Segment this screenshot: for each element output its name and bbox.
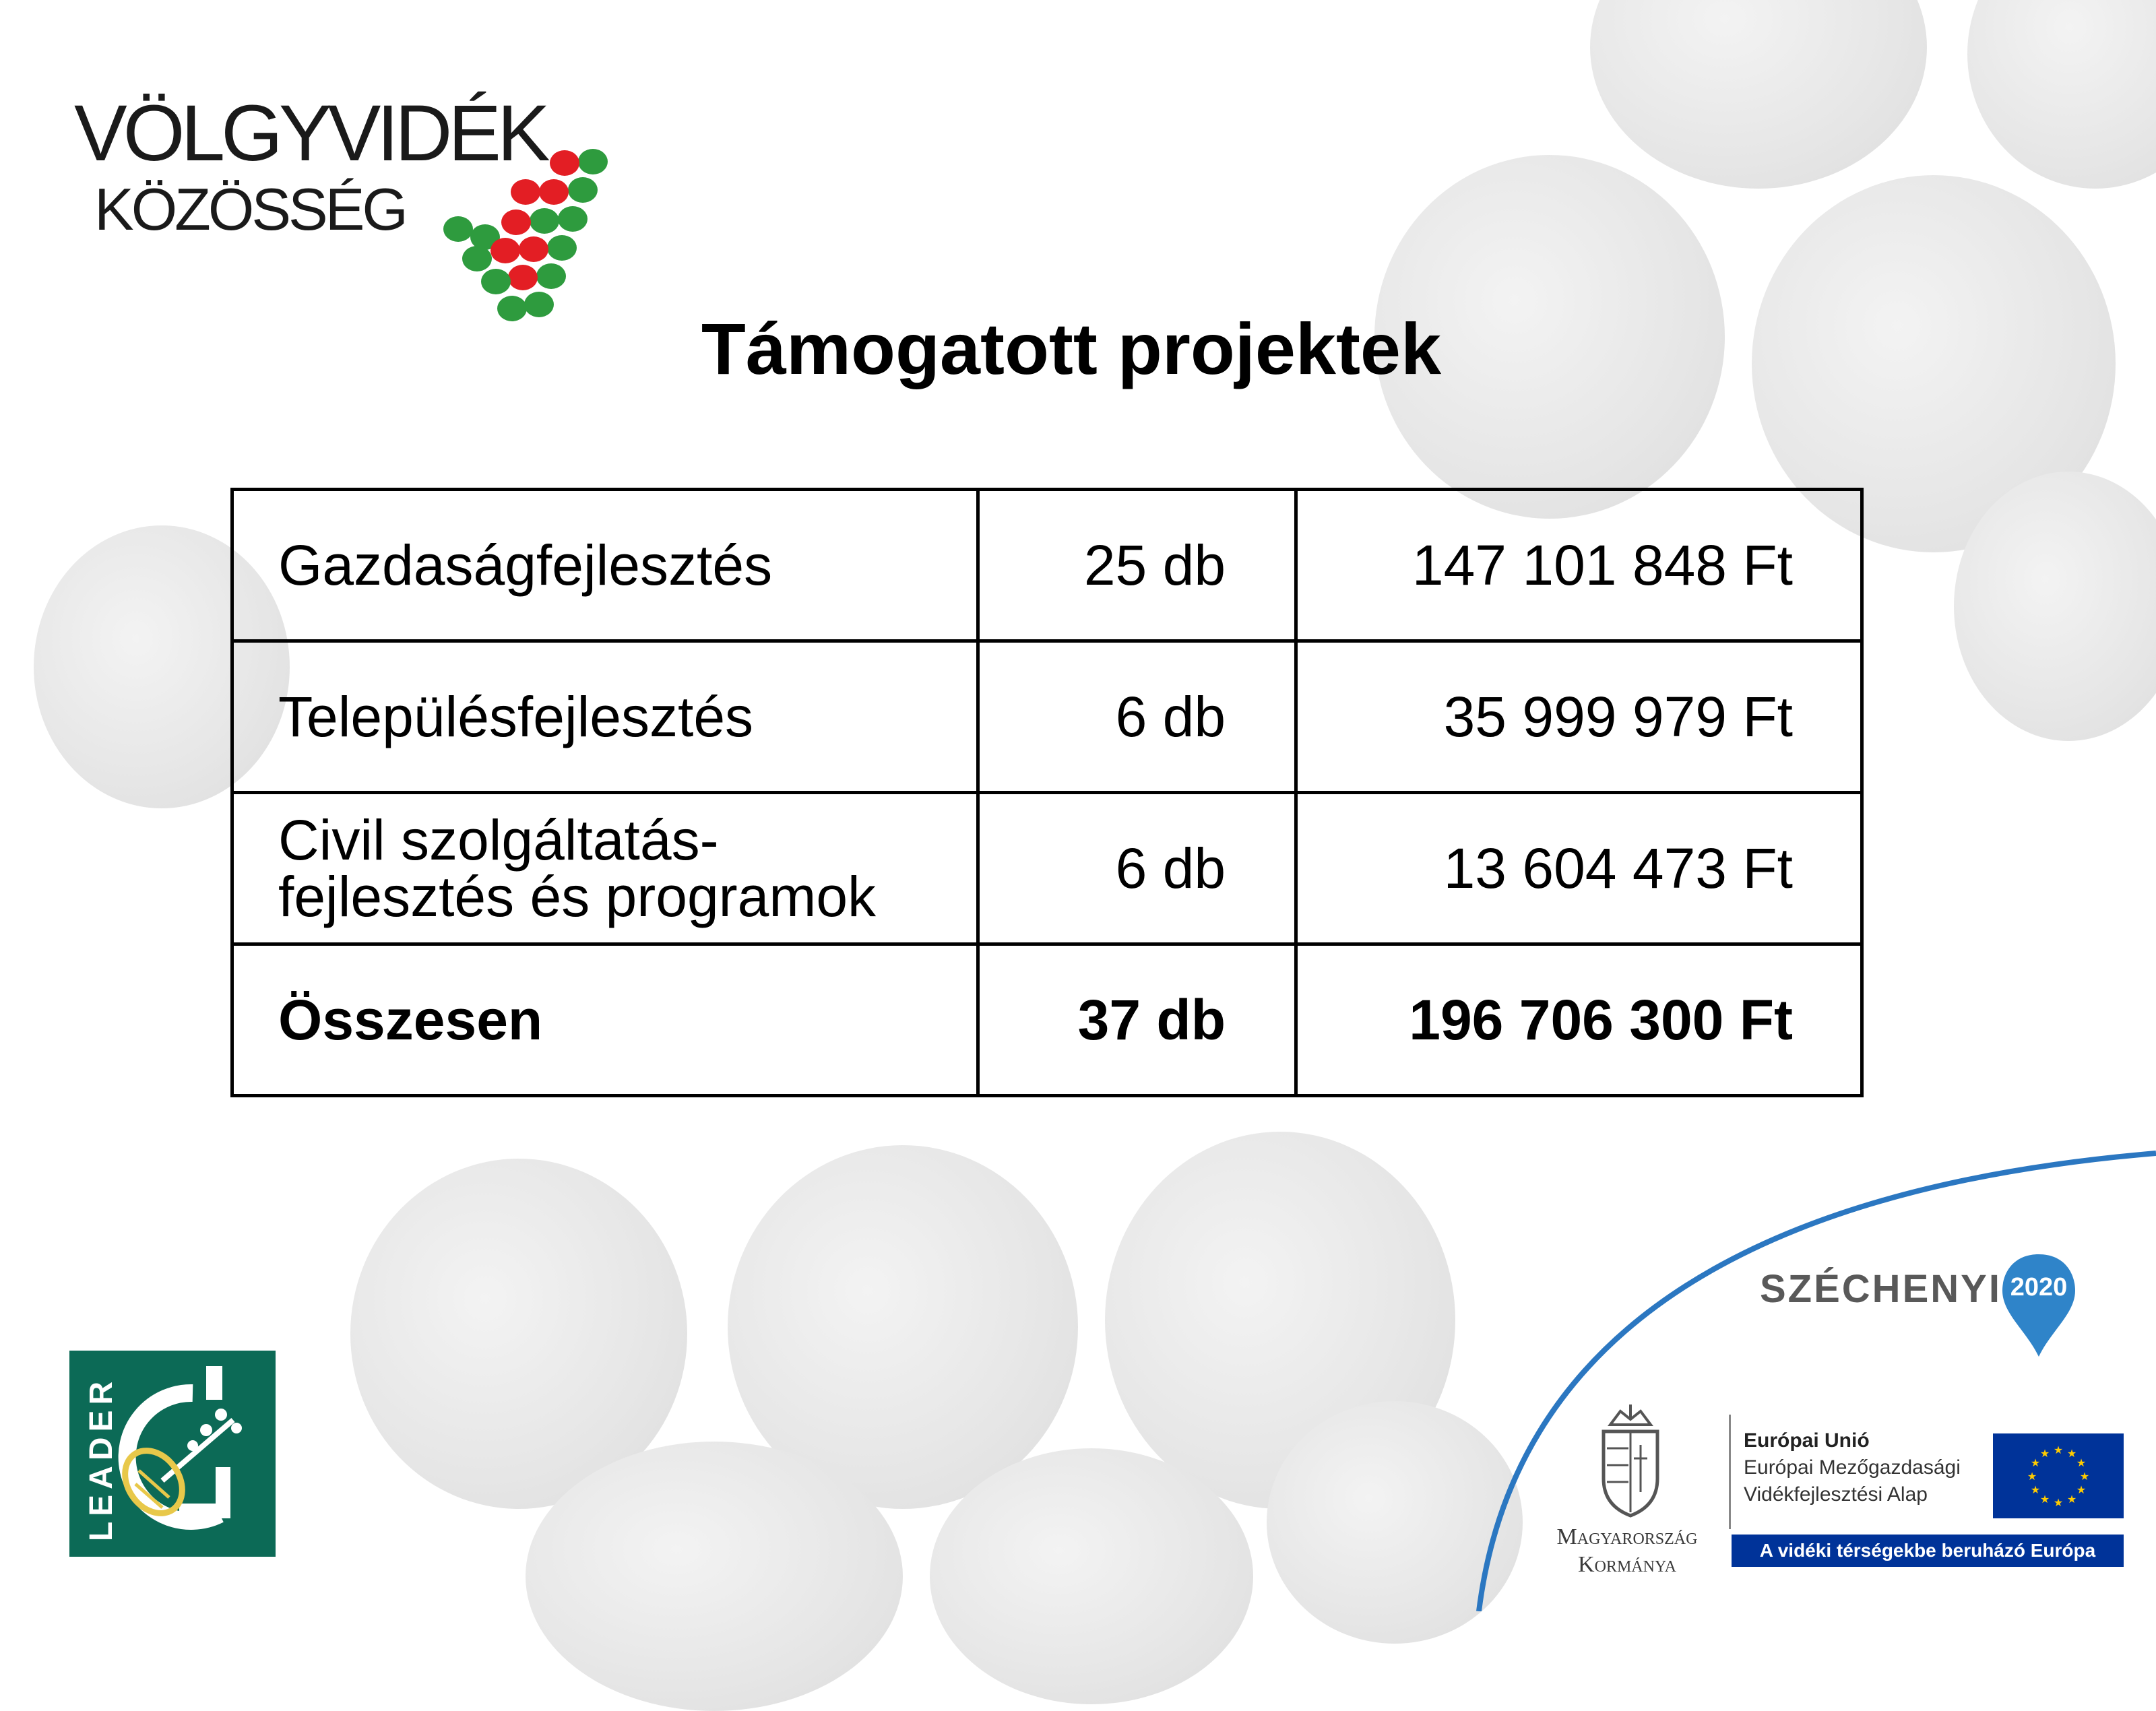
eu-slogan-banner: A vidéki térségekbe beruházó Európa [1732,1535,2124,1567]
svg-text:★: ★ [2076,1483,2087,1496]
svg-text:★: ★ [2053,1444,2064,1456]
row-name: Településfejlesztés [232,641,978,793]
leader-logo [69,1351,276,1557]
row-name-line2: fejlesztés és programok [278,865,877,928]
location-pin-icon [2000,1252,2078,1359]
table-total-row [232,944,1862,1096]
row-count: 25 db [978,490,1296,641]
svg-text:★: ★ [2030,1456,2041,1469]
background-blob [930,1448,1253,1704]
eu-flag-icon [1993,1433,2124,1518]
svg-text:★: ★ [2053,1496,2064,1509]
svg-text:★: ★ [2027,1470,2037,1483]
logo-line1: VÖLGYVIDÉK [74,89,546,178]
row-count: 6 db [978,641,1296,793]
table-row [232,793,1862,944]
szechenyi-year: 2020 [2010,1273,2068,1301]
row-amount: 13 604 473 Ft [1296,793,1862,944]
eu-line2: Európai Mezőgazdasági [1744,1456,1961,1479]
row-name [232,793,978,944]
svg-text:★: ★ [2039,1447,2050,1460]
szechenyi-2020-logo [2000,1252,2078,1359]
row-name-line1: Civil szolgáltatás- [278,808,719,872]
svg-text:★: ★ [2030,1483,2041,1496]
szechenyi-text: SZÉCHENYI [1760,1267,2002,1311]
table-row [232,641,1862,793]
hungary-government-text [1540,1524,1715,1579]
background-blob [1590,0,1927,189]
total-count: 37 db [978,944,1296,1096]
svg-text:★: ★ [2039,1493,2050,1506]
background-blob [526,1442,903,1711]
row-count: 6 db [978,793,1296,944]
row-amount: 147 101 848 Ft [1296,490,1862,641]
leader-emblem-icon [105,1366,267,1541]
svg-text:★: ★ [2079,1470,2090,1483]
eu-line1: Európai Unió [1744,1429,1870,1452]
hungary-line1: Magyarország [1556,1524,1698,1549]
hungary-line2: Kormánya [1578,1551,1676,1577]
row-name: Gazdaságfejlesztés [232,490,978,641]
table-row [232,490,1862,641]
page-title: Támogatott projektek [701,308,1442,389]
svg-text:★: ★ [2066,1447,2077,1460]
total-amount: 196 706 300 Ft [1296,944,1862,1096]
background-blob [1967,0,2156,189]
volgyvidek-logo [67,88,620,317]
total-name: Összesen [232,944,978,1096]
svg-text:★: ★ [2066,1493,2077,1506]
svg-text:★: ★ [2076,1456,2087,1469]
eu-divider [1729,1415,1731,1529]
row-amount: 35 999 979 Ft [1296,641,1862,793]
logo-line2: KÖZÖSSÉG [94,176,406,243]
eu-line3: Vidékfejlesztési Alap [1744,1483,1928,1506]
leader-text: LEADER [84,1376,120,1542]
hungary-coat-of-arms-icon [1593,1405,1668,1519]
projects-table [230,488,1864,1097]
grape-v-icon [384,115,613,330]
grape-dots [443,149,608,321]
